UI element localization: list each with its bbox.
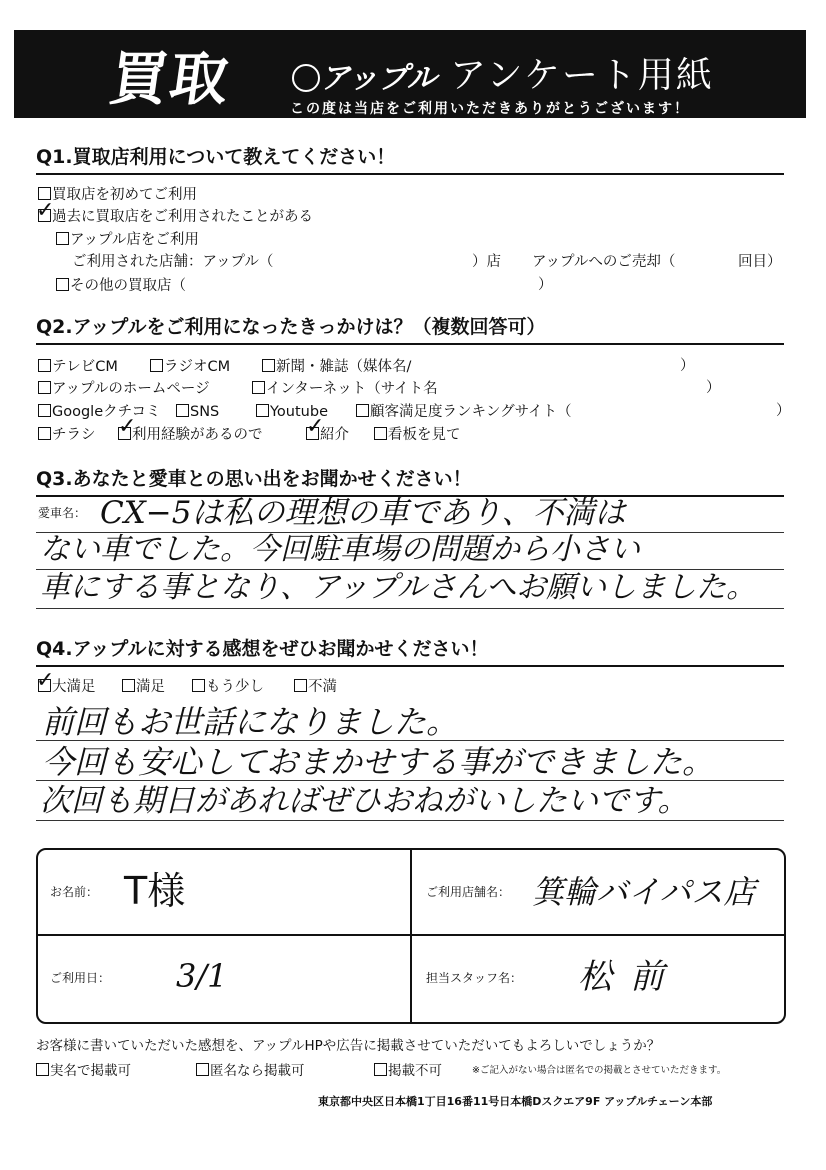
checkbox[interactable] <box>196 1063 209 1076</box>
checkbox[interactable] <box>356 404 369 417</box>
checkbox[interactable] <box>38 359 51 372</box>
q2-heading: Q2.アップルをご利用になったきっかけは？（複数回答可） <box>36 316 546 338</box>
checkbox[interactable] <box>262 359 275 372</box>
q1-used-store-label: ご利用された店舗：アップル（ <box>72 254 274 270</box>
publish-question: お客様に書いていただいた感想を、アップルHPや広告に掲載させていただいてもよろしいでしょうか？ <box>36 1038 661 1054</box>
q4-rule <box>36 665 784 667</box>
q2-option-homepage[interactable]: アップルのホームページ <box>38 381 210 397</box>
q2-option-sns[interactable]: SNS <box>176 404 219 420</box>
q1-option-past[interactable]: 過去に買取店をご利用されたことがある <box>38 209 313 225</box>
company-address: 東京都中央区日本橋1丁目16番11号日本橋Dスクエア9F アップルチェーン本部 <box>318 1095 713 1108</box>
q2-news-close: ） <box>680 358 695 374</box>
header-banner <box>14 30 806 118</box>
q4-answer-line-2: 今回も安心しておまかせする事ができました。 <box>42 743 715 781</box>
check-mark-icon: ✓ <box>36 198 55 223</box>
q2-option-experience[interactable]: 利用経験があるので <box>118 427 263 443</box>
checkbox[interactable] <box>374 427 387 440</box>
q1-option-first[interactable]: 買取店を初めてご利用 <box>38 187 197 203</box>
q2-option-referral[interactable]: 紹介 <box>306 427 349 443</box>
q2-option-internet[interactable]: インターネット（サイト名 <box>252 381 438 397</box>
q1-store-suffix: ）店 <box>472 254 501 270</box>
checkbox[interactable] <box>256 404 269 417</box>
box-divider-h <box>38 934 784 936</box>
q2-option-news[interactable]: 新聞・雑誌（媒体名/ <box>262 359 411 375</box>
q4-option-very-satisfied[interactable]: 大満足 <box>38 679 96 695</box>
header-kanji: 買取 <box>105 45 235 113</box>
q4-answer-line-1: 前回もお世話になりました。 <box>42 703 459 741</box>
q4-line <box>36 820 784 821</box>
q1-heading: Q1.買取店利用について教えてください！ <box>36 146 396 168</box>
q4-option-dissatisfied[interactable]: 不満 <box>294 679 337 695</box>
staff-label: 担当スタッフ名： <box>426 971 523 985</box>
box-divider-v <box>410 850 412 1022</box>
checkbox[interactable] <box>38 381 51 394</box>
apple-logo-icon <box>292 64 320 92</box>
header-brand: アップル <box>320 61 437 96</box>
q4-heading: Q4.アップルに対する感想をぜひお聞かせください！ <box>36 638 489 660</box>
checkbox[interactable] <box>38 404 51 417</box>
q2-option-youtube[interactable]: Youtube <box>256 404 328 420</box>
q1-count-suffix: 回目） <box>738 254 782 270</box>
staff-value: 松前 <box>578 957 682 997</box>
checkbox[interactable] <box>192 679 205 692</box>
check-mark-icon: ✓ <box>36 668 55 693</box>
date-label: ご利用日： <box>50 971 111 985</box>
header-title: アンケート用紙 <box>450 55 714 96</box>
checkbox[interactable] <box>150 359 163 372</box>
publish-option-anonymous[interactable]: 匿名なら掲載可 <box>196 1063 305 1079</box>
checkbox[interactable] <box>294 679 307 692</box>
publish-option-real-name[interactable]: 実名で掲載可 <box>36 1063 131 1079</box>
checkbox[interactable] <box>38 427 51 440</box>
q1-option-apple[interactable]: アップル店をご利用 <box>56 232 199 248</box>
name-label: お名前： <box>50 885 99 899</box>
q3-car-label: 愛車名： <box>38 506 87 520</box>
store-label: ご利用店舗名： <box>426 885 511 899</box>
q3-heading: Q3.あなたと愛車との思い出をお聞かせください！ <box>36 468 472 490</box>
checkbox[interactable] <box>122 679 135 692</box>
q2-option-radio[interactable]: ラジオCM <box>150 359 230 375</box>
customer-info-box <box>36 848 786 1024</box>
q3-line <box>36 608 784 609</box>
check-mark-icon: ✓ <box>306 414 325 439</box>
checkbox[interactable] <box>56 232 69 245</box>
q1-other-close: ） <box>538 277 553 293</box>
q2-rule <box>36 343 784 345</box>
q2-option-signboard[interactable]: 看板を見て <box>374 427 461 443</box>
date-value: 3/1 <box>176 957 228 995</box>
q1-sell-count-label: アップルへのご売却（ <box>532 254 676 270</box>
checkbox[interactable] <box>56 278 69 291</box>
q1-rule <box>36 173 784 175</box>
name-value: T様 <box>124 869 186 913</box>
publish-option-not-allowed[interactable]: 掲載不可 <box>374 1063 442 1079</box>
q2-ranking-close: ） <box>776 403 791 419</box>
q2-option-tv[interactable]: テレビCM <box>38 359 118 375</box>
q2-option-google[interactable]: Googleクチコミ <box>38 404 161 420</box>
store-value: 箕輪バイパス店 <box>532 873 756 911</box>
q4-answer-line-3: 次回も期日があればぜひおねがいしたいです。 <box>40 783 689 819</box>
checkbox[interactable] <box>176 404 189 417</box>
q3-answer-line-2: ない車でした。今回駐車場の問題から小さい <box>40 532 640 567</box>
checkbox[interactable] <box>374 1063 387 1076</box>
q4-option-satisfied[interactable]: 満足 <box>122 679 165 695</box>
q2-option-flyer[interactable]: チラシ <box>38 427 96 443</box>
q1-option-other[interactable]: その他の買取店（ <box>56 278 186 294</box>
publish-note: ※ご記入がない場合は匿名での掲載とさせていただきます。 <box>472 1065 727 1076</box>
q2-option-ranking[interactable]: 顧客満足度ランキングサイト（ <box>356 404 572 420</box>
q2-internet-close: ） <box>706 380 721 396</box>
check-mark-icon: ✓ <box>118 414 137 439</box>
q3-answer-line-1: CX−5は私の理想の車であり、不満は <box>100 495 626 531</box>
header-subtitle: この度は当店をご利用いただきありがとうございます！ <box>290 101 690 117</box>
checkbox[interactable] <box>36 1063 49 1076</box>
q3-answer-line-3: 車にする事となり、アップルさんへお願いしました。 <box>40 570 757 605</box>
q4-option-little-more[interactable]: もう少し <box>192 679 264 695</box>
checkbox[interactable] <box>252 381 265 394</box>
